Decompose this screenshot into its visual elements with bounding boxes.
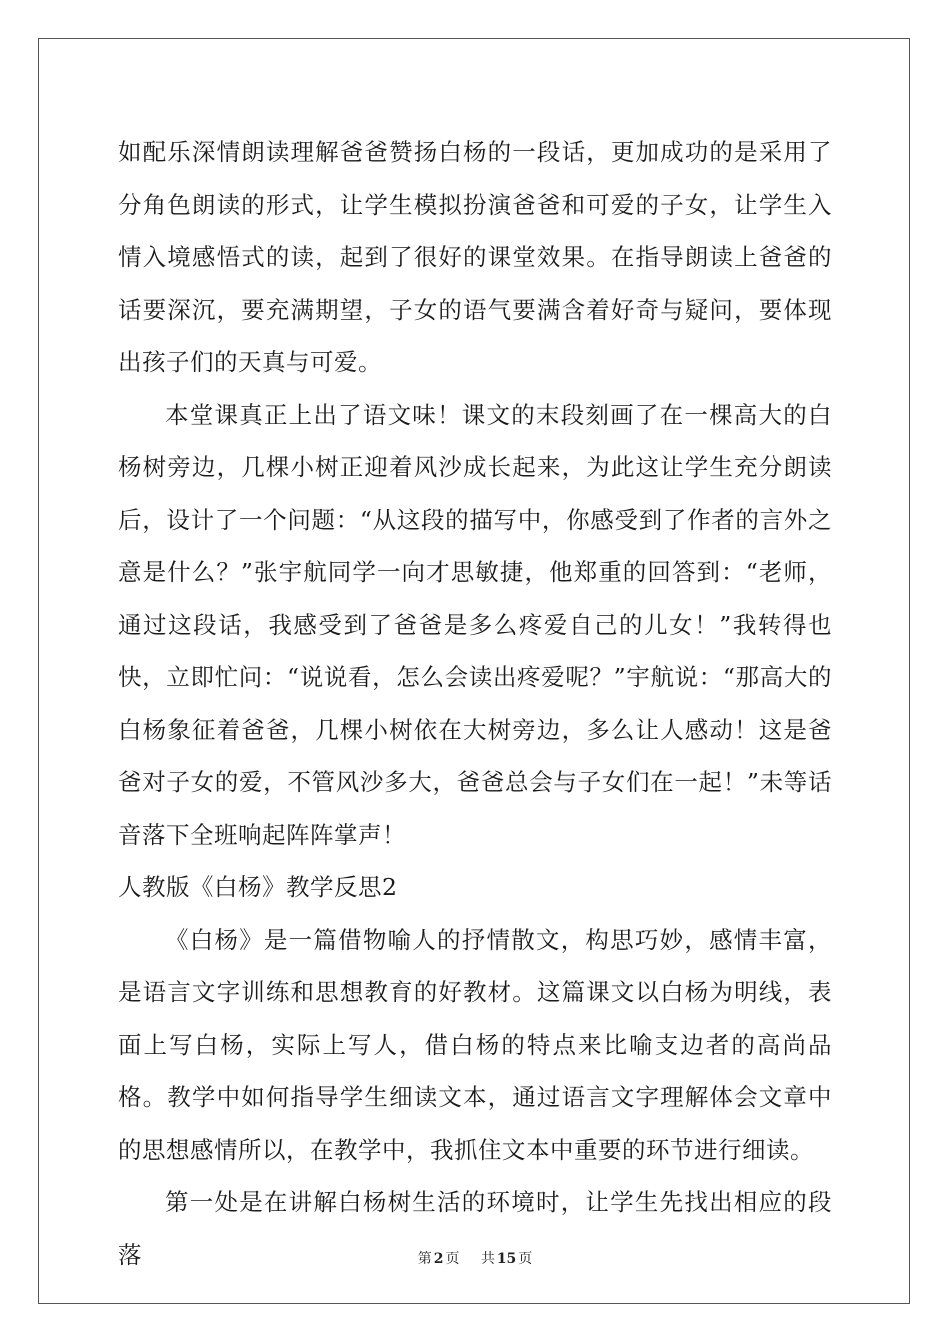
page-footer xyxy=(0,1248,950,1268)
paragraph-4: 第一处是在讲解白杨树生活的环境时，让学生先找出相应的段落 xyxy=(118,1188,832,1269)
page-number: 2 xyxy=(433,1251,444,1267)
paragraph-3: 《白杨》是一篇借物喻人的抒情散文，构思巧妙，感情丰富，是语言文字训练和思想教育的好教材。这篇课文以白杨为明线，表面上写白杨，实际上写人，借白杨的特点来比喻支边者的高尚品格。教学中如何指导学生细读文本，通过语言文字理解体会文章中的思想感情所以，在教学中，我抓住文本中重要的环节进行细读。 xyxy=(118,925,832,1164)
section-heading: 人教版《白杨》教学反思2 xyxy=(118,873,398,901)
document-body xyxy=(118,126,832,1281)
page-indicator: 第 2 页 xyxy=(417,1251,460,1267)
total-pages: 15 xyxy=(496,1251,517,1267)
paragraph-1: 如配乐深情朗读理解爸爸赞扬白杨的一段话，更加成功的是采用了分角色朗读的形式，让学生模拟扮演爸爸和可爱的子女，让学生入情入境感悟式的读，起到了很好的课堂效果。在指导朗读上爸爸的话要深沉，要充满期望，子女的语气要满含着好奇与疑问，要体现出孩子们的天真与可爱。 xyxy=(118,138,832,376)
total-pages-indicator: 共 15 页 xyxy=(480,1251,533,1267)
paragraph-2: 本堂课真正上出了语文味！课文的末段刻画了在一棵高大的白杨树旁边，几棵小树正迎着风沙成长起来，为此这让学生充分朗读后，设计了一个问题：“从这段的描写中，你感受到了作者的言外之意是什么？”张宇航同学一向才思敏捷，他郑重的回答到：“老师，通过这段话，我感受到了爸爸是多么疼爱自己的儿女！”我转得也快，立即忙问：“说说看，怎么会读出疼爱呢？”宇航说：“那高大的白杨象征着爸爸，几棵小树依在大树旁边，多么让人感动！这是爸爸对子女的爱，不管风沙多大，爸爸总会与子女们在一起！”未等话音落下全班响起阵阵掌声！ xyxy=(118,400,832,849)
